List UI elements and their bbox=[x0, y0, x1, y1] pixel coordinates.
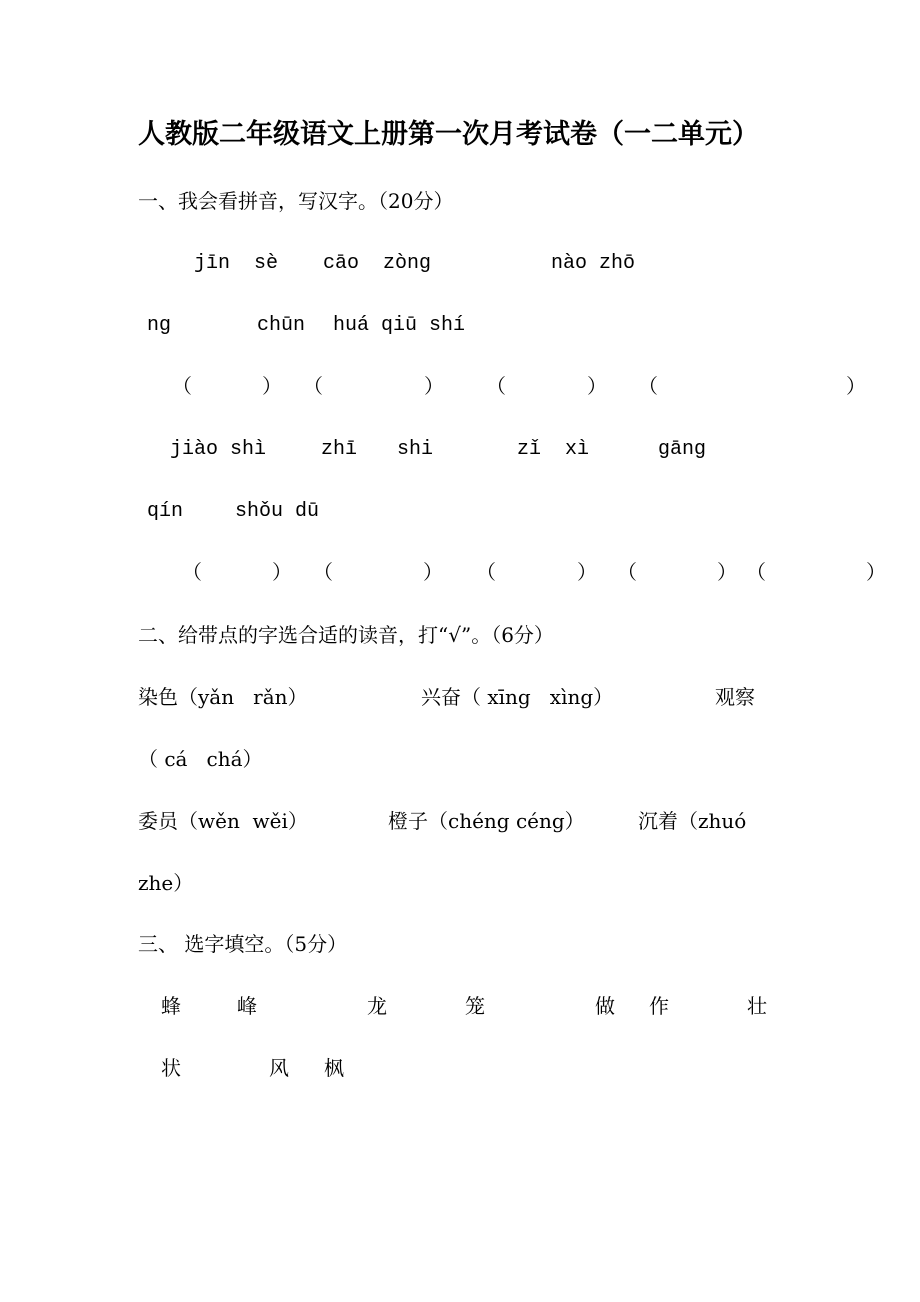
answer-blank-close: ） bbox=[577, 560, 597, 584]
char-choice: 峰 bbox=[237, 994, 257, 1018]
pinyin-item: shǒu dū bbox=[235, 500, 320, 523]
answer-blank-open: （ bbox=[476, 560, 496, 584]
reading-choice-item: 兴奋（ xīng xìng） bbox=[421, 685, 614, 709]
answer-blank-open: （ bbox=[172, 374, 192, 398]
pinyin-item: zhī bbox=[321, 438, 358, 461]
answer-blank-close: ） bbox=[587, 374, 607, 398]
char-choice: 作 bbox=[649, 994, 669, 1018]
answer-blank-open: （ bbox=[182, 560, 202, 584]
pinyin-item: zǐ xì bbox=[517, 438, 590, 461]
reading-choice-item: 委员（wěn wěi） bbox=[138, 809, 308, 833]
pinyin-item: jīn sè bbox=[194, 252, 279, 275]
answer-blank-open: （ bbox=[303, 374, 323, 398]
char-choice: 蜂 bbox=[161, 994, 181, 1018]
pinyin-item: nào zhō bbox=[551, 252, 636, 275]
answer-blank-open: （ bbox=[486, 374, 506, 398]
reading-choice-item: zhe） bbox=[138, 871, 194, 895]
answer-blank-open: （ bbox=[617, 560, 637, 584]
page-title: 人教版二年级语文上册第一次月考试卷（一二单元） bbox=[138, 119, 759, 150]
section-2-heading: 二、给带点的字选合适的读音，打“√”。（6分） bbox=[138, 623, 554, 647]
answer-blank-open: （ bbox=[638, 374, 658, 398]
char-choice: 状 bbox=[161, 1056, 181, 1080]
answer-blank-close: ） bbox=[866, 560, 886, 584]
reading-choice-item: 观察 bbox=[715, 685, 755, 709]
reading-choice-item: 沉着（zhuó bbox=[638, 809, 747, 833]
reading-choice-item: 橙子（chéng céng） bbox=[388, 809, 585, 833]
pinyin-item: chūn bbox=[257, 314, 306, 337]
char-choice: 风 bbox=[269, 1056, 289, 1080]
char-choice: 做 bbox=[595, 994, 615, 1018]
char-choice: 笼 bbox=[465, 994, 485, 1018]
pinyin-item: ng bbox=[147, 314, 172, 337]
reading-choice-item: 染色（yǎn rǎn） bbox=[138, 685, 308, 709]
answer-blank-open: （ bbox=[313, 560, 333, 584]
pinyin-item: cāo zòng bbox=[323, 252, 432, 275]
answer-blank-close: ） bbox=[423, 560, 443, 584]
answer-blank-close: ） bbox=[717, 560, 737, 584]
answer-blank-open: （ bbox=[746, 560, 766, 584]
pinyin-item: jiào shì bbox=[170, 438, 267, 461]
answer-blank-close: ） bbox=[262, 374, 282, 398]
char-choice: 龙 bbox=[367, 994, 387, 1018]
answer-blank-close: ） bbox=[424, 374, 444, 398]
pinyin-item: gāng bbox=[658, 438, 707, 461]
char-choice: 枫 bbox=[324, 1056, 344, 1080]
pinyin-item: shi bbox=[397, 438, 434, 461]
char-choice: 壮 bbox=[747, 994, 767, 1018]
pinyin-item: qín bbox=[147, 500, 184, 523]
answer-blank-close: ） bbox=[846, 374, 866, 398]
reading-choice-item: （ cá chá） bbox=[138, 747, 263, 771]
pinyin-item: huá qiū shí bbox=[333, 314, 466, 337]
answer-blank-close: ） bbox=[272, 560, 292, 584]
section-3-heading: 三、 选字填空。（5分） bbox=[138, 932, 348, 956]
section-1-heading: 一、我会看拼音，写汉字。（20分） bbox=[138, 189, 454, 213]
